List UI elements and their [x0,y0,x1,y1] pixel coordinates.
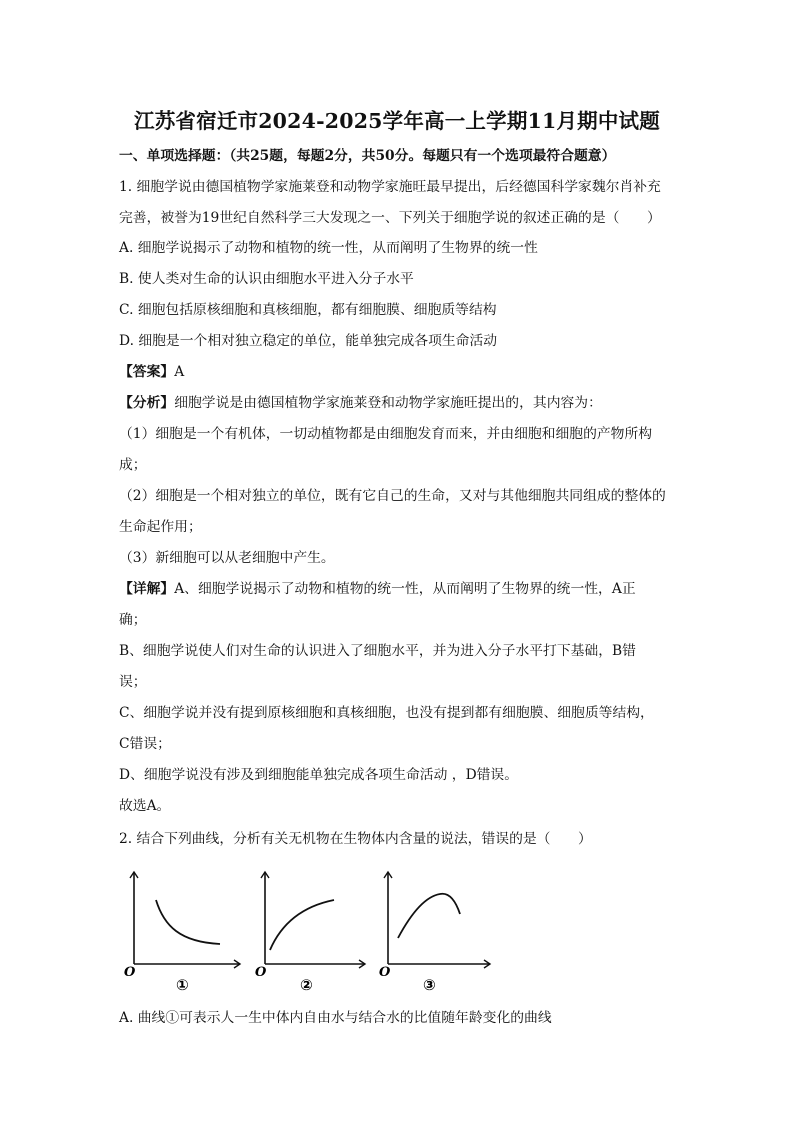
q2-figure-row [124,868,494,998]
analysis-text: 细胞学说是由德国植物学家施莱登和动物学家施旺提出的，其内容为： [174,395,602,411]
graph-3-label: ③ [423,976,436,994]
detail-d: D、细胞学说没有涉及到细胞能单独完成各项生命活动 ，D错误。 [119,767,519,783]
q1-option-b: B. 使人类对生命的认识由细胞水平进入分子水平 [119,271,414,287]
graph-1-curve [156,900,220,944]
detail-a-line2: 确； [119,612,147,628]
q1-option-c: C. 细胞包括原核细胞和真核细胞，都有细胞膜、细胞质等结构 [119,302,497,318]
q1-analysis [119,393,602,413]
q1-stem-line2: 完善，被誉为19世纪自然科学三大发现之一、下列关于细胞学说的叙述正确的是（ ） [119,210,661,226]
q1-answer [119,362,184,382]
analysis-label: 【分析】 [119,395,175,411]
answer-value: A [174,364,185,380]
graph-3 [379,872,490,994]
graph-1-origin: O [124,965,136,980]
q2-curves-figure [124,868,494,998]
conclusion: 故选A。 [119,798,171,814]
q1-detail [119,579,636,599]
section-heading: 一、单项选择题：（共25题，每题2分，共50分。每题只有一个选项最符合题意） [119,148,616,164]
page-title: 江苏省宿迁市2024-2025学年高一上学期11月期中试题 [134,109,660,133]
q1-stem-line1: 1. 细胞学说由德国植物学家施莱登和动物学家施旺最早提出，后经德国科学家魏尔肖补充 [119,179,661,195]
detail-c-line2: C错误； [119,736,171,752]
detail-c-line1: C、细胞学说并没有提到原核细胞和真核细胞，也没有提到都有细胞膜、细胞质等结构， [119,705,654,721]
q2-option-a: A. 曲线①可表示人一生中体内自由水与结合水的比值随年龄变化的曲线 [119,1010,552,1026]
detail-b-line2: 误； [119,674,147,690]
point1-line1: （1）细胞是一个有机体，一切动植物都是由细胞发育而来，并由细胞和细胞的产物所构 [119,426,653,442]
graph-2-curve [270,900,334,950]
graph-1-label: ① [176,976,189,994]
q1-option-a: A. 细胞学说揭示了动物和植物的统一性，从而阐明了生物界的统一性 [119,240,538,256]
graph-2-origin: O [255,965,267,980]
q1-option-d: D. 细胞是一个相对独立稳定的单位，能单独完成各项生命活动 [119,333,498,349]
graph-2 [255,872,365,994]
detail-a-line1: A、细胞学说揭示了动物和植物的统一性，从而阐明了生物界的统一性，A正 [174,581,636,597]
point2-line1: （2）细胞是一个相对独立的单位，既有它自己的生命，又对与其他细胞共同组成的整体的 [119,488,666,504]
q2-stem: 2. 结合下列曲线，分析有关无机物在生物体内含量的说法，错误的是（ ） [119,831,592,847]
point3: （3）新细胞可以从老细胞中产生。 [119,550,335,566]
detail-label: 【详解】 [119,581,175,597]
graph-1 [124,872,240,994]
graph-3-origin: O [379,965,391,980]
graph-3-curve [398,894,460,938]
answer-label: 【答案】 [119,364,175,380]
point1-line2: 成； [119,457,147,473]
detail-b-line1: B、细胞学说使人们对生命的认识进入了细胞水平，并为进入分子水平打下基础，B错 [119,643,636,659]
graph-2-label: ② [300,976,313,994]
point2-line2: 生命起作用； [119,519,202,535]
